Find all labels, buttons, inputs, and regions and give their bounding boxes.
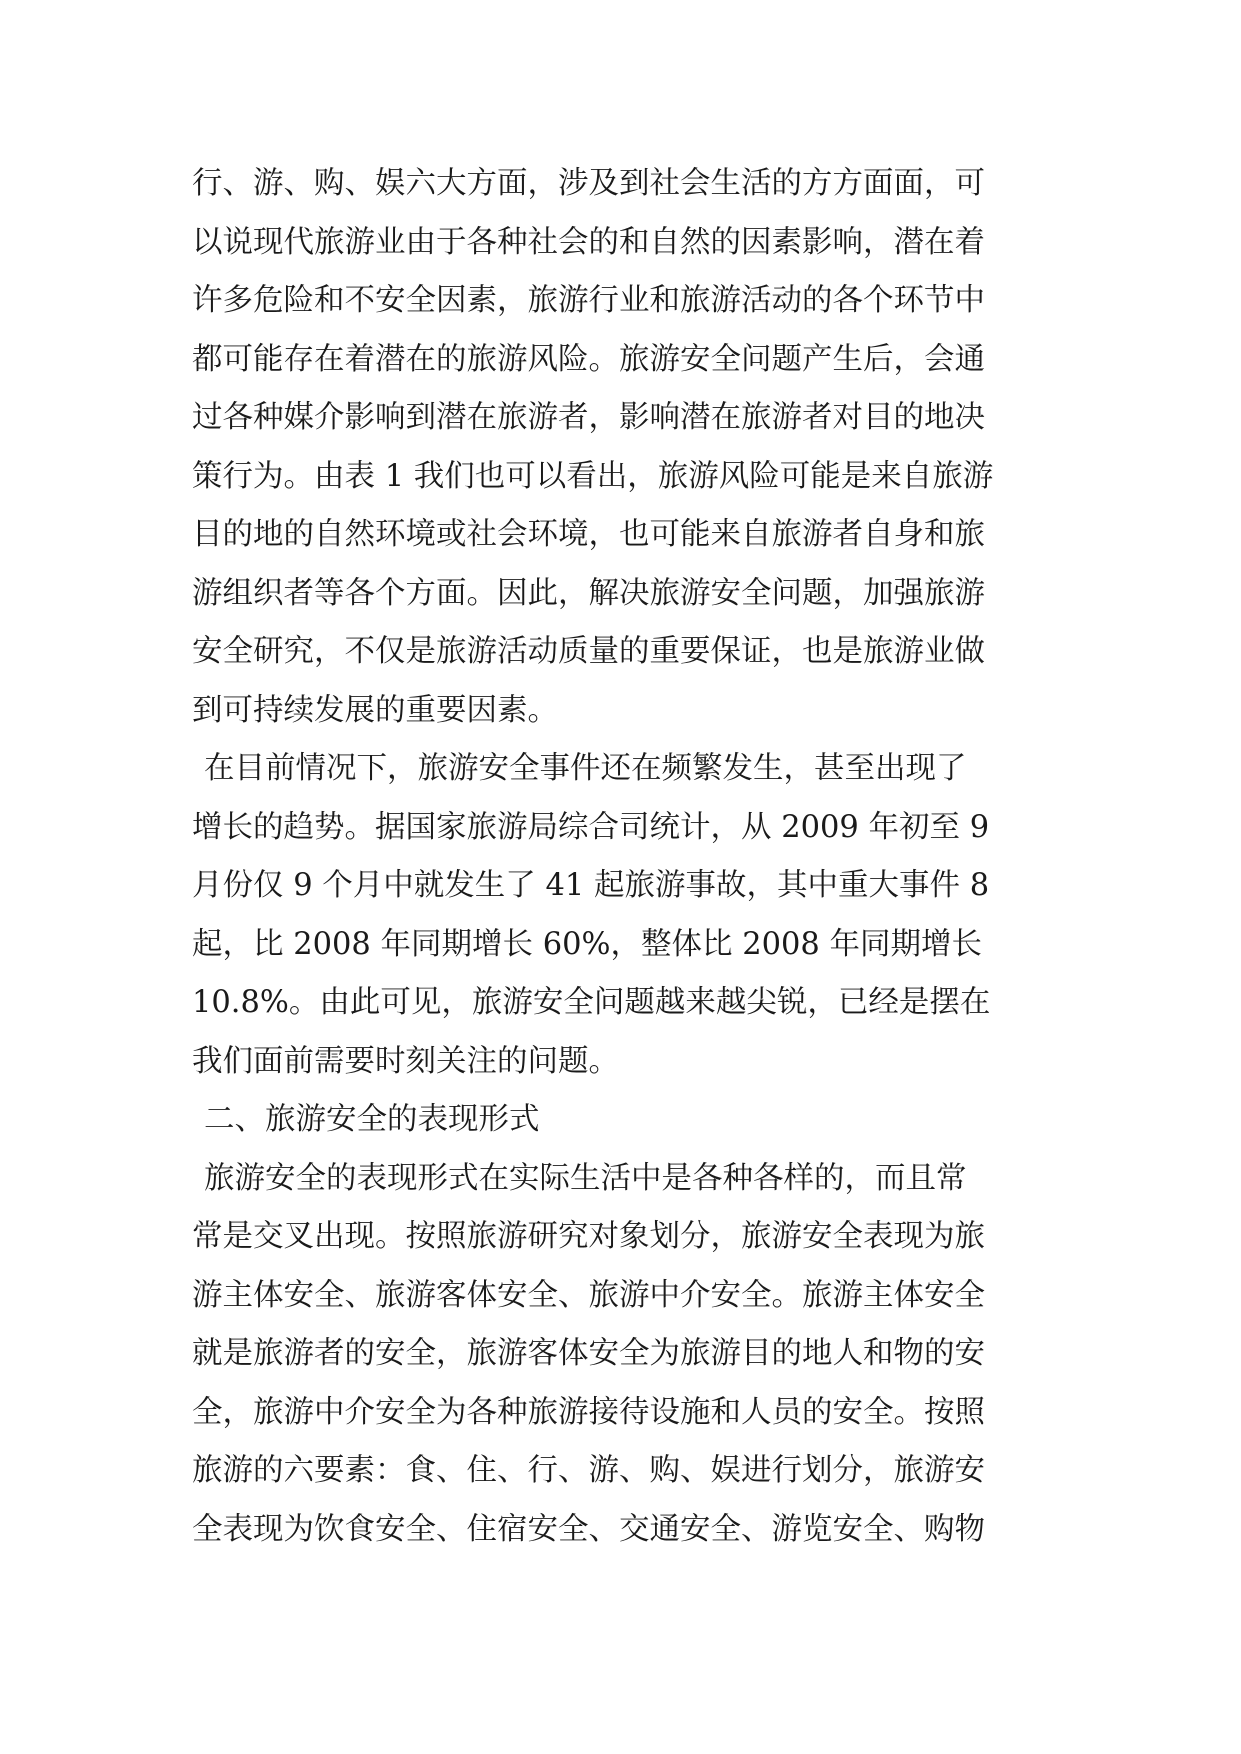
text-line: 许多危险和不安全因素，旅游行业和旅游活动的各个环节中: [192, 283, 985, 318]
paragraph-start-line: 在目前情况下，旅游安全事件还在频繁发生，甚至出现了: [204, 751, 967, 786]
section-heading: 二、旅游安全的表现形式: [204, 1102, 540, 1137]
text-line: 以说现代旅游业由于各种社会的和自然的因素影响，潜在着: [192, 224, 985, 260]
text-line: 就是旅游者的安全，旅游客体安全为旅游目的地人和物的安: [192, 1336, 985, 1371]
text-line: 旅游的六要素：食、住、行、游、购、娱进行划分，旅游安: [192, 1453, 985, 1488]
text-line: 目的地的自然环境或社会环境，也可能来自旅游者自身和旅: [192, 517, 985, 552]
text-line: 安全研究，不仅是旅游活动质量的重要保证，也是旅游业做: [192, 634, 985, 669]
text-line: 月份仅 9 个月中就发生了 41 起旅游事故，其中重大事件 8: [192, 868, 990, 903]
text-line: 过各种媒介影响到潜在旅游者，影响潜在旅游者对目的地决: [192, 400, 985, 435]
text-line: 我们面前需要时刻关注的问题。: [192, 1043, 619, 1079]
text-line: 起，比 2008 年同期增长 60%，整体比 2008 年同期增长: [192, 926, 983, 962]
text-line: 都可能存在着潜在的旅游风险。旅游安全问题产生后，会通: [192, 341, 985, 377]
text-line: 10.8%。由此可见，旅游安全问题越来越尖锐，已经是摆在: [192, 985, 991, 1020]
text-line: 全，旅游中介安全为各种旅游接待设施和人员的安全。按照: [192, 1394, 985, 1430]
text-line: 策行为。由表 1 我们也可以看出，旅游风险可能是来自旅游: [192, 458, 994, 494]
body-text: [192, 155, 1052, 1559]
text-line: 到可持续发展的重要因素。: [192, 692, 558, 728]
text-line: 游主体安全、旅游客体安全、旅游中介安全。旅游主体安全: [192, 1277, 985, 1313]
text-line: 游组织者等各个方面。因此，解决旅游安全问题，加强旅游: [192, 575, 985, 611]
text-line: 增长的趋势。据国家旅游局综合司统计，从 2009 年初至 9: [192, 809, 990, 845]
text-line: 全表现为饮食安全、住宿安全、交通安全、游览安全、购物: [192, 1511, 985, 1547]
paragraph-start-line: 旅游安全的表现形式在实际生活中是各种各样的，而且常: [204, 1160, 967, 1196]
text-line: 常是交叉出现。按照旅游研究对象划分，旅游安全表现为旅: [192, 1219, 985, 1254]
text-line: 行、游、购、娱六大方面，涉及到社会生活的方方面面，可: [192, 166, 985, 201]
